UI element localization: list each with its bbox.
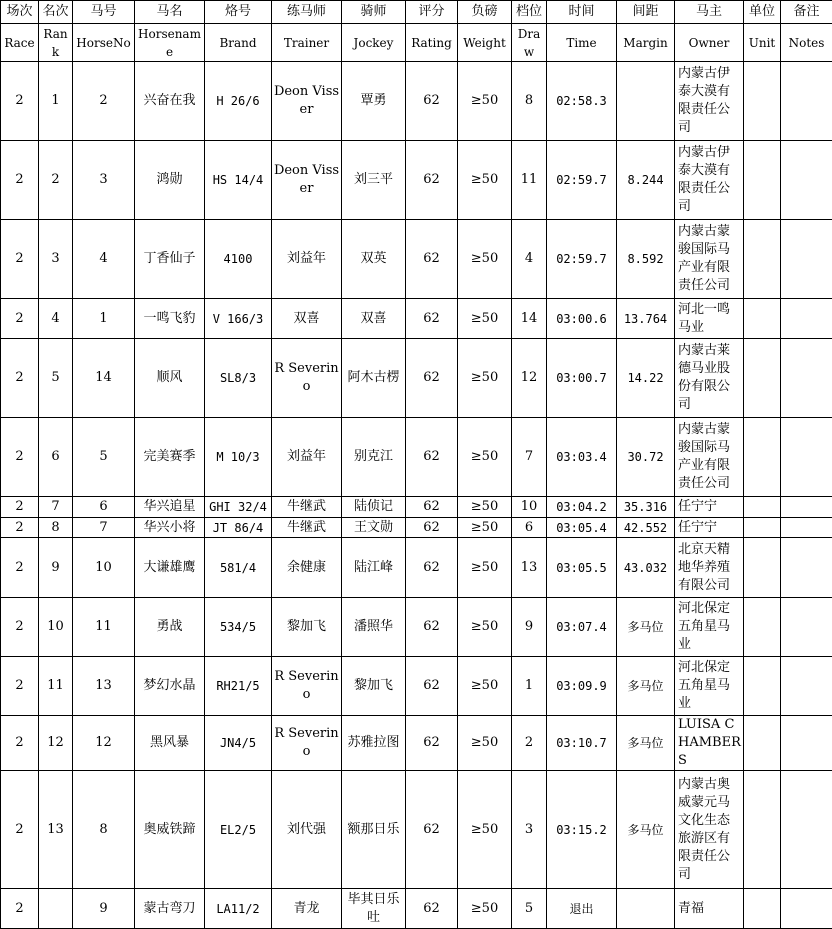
trainer-cell: R Severino — [272, 657, 342, 716]
header-en-cell: Trainer — [272, 24, 342, 62]
owner-cell: 北京天精地华养殖有限公司 — [675, 538, 744, 598]
draw-cell: 3 — [512, 771, 547, 889]
brand-cell: GHI 32/4 — [205, 497, 272, 518]
jockey-cell: 阿木古楞 — [342, 339, 406, 418]
time-cell: 03:15.2 — [547, 771, 617, 889]
rank-cell: 13 — [39, 771, 73, 889]
time-cell: 03:07.4 — [547, 598, 617, 657]
unit-cell — [744, 418, 781, 497]
header-en-cell: Rating — [406, 24, 458, 62]
horse-no-cell: 10 — [73, 538, 135, 598]
horse-name-cell: 兴奋在我 — [135, 62, 205, 141]
margin-cell: 35.316 — [617, 497, 675, 518]
brand-cell: M 10/3 — [205, 418, 272, 497]
notes-cell — [781, 538, 832, 598]
header-cn-cell: 名次 — [39, 1, 73, 24]
weight-cell: ≥50 — [458, 889, 512, 929]
trainer-cell: 刘益年 — [272, 418, 342, 497]
margin-cell: 30.72 — [617, 418, 675, 497]
header-en-cell: Rank — [39, 24, 73, 62]
notes-cell — [781, 220, 832, 299]
brand-cell: HS 14/4 — [205, 141, 272, 220]
rank-cell: 5 — [39, 339, 73, 418]
notes-cell — [781, 141, 832, 220]
header-en-cell: Time — [547, 24, 617, 62]
race-cell: 2 — [1, 889, 39, 929]
header-cn-cell: 档位 — [512, 1, 547, 24]
jockey-cell: 黎加飞 — [342, 657, 406, 716]
table-row — [1, 220, 832, 299]
brand-cell: 4100 — [205, 220, 272, 299]
owner-cell: LUISA CHAMBERS — [675, 716, 744, 771]
notes-cell — [781, 62, 832, 141]
horse-name-cell: 勇战 — [135, 598, 205, 657]
table-row — [1, 598, 832, 657]
rating-cell: 62 — [406, 657, 458, 716]
weight-cell: ≥50 — [458, 141, 512, 220]
time-cell: 03:04.2 — [547, 497, 617, 518]
horse-name-cell: 华兴小将 — [135, 518, 205, 538]
draw-cell: 1 — [512, 657, 547, 716]
header-en-cell: Draw — [512, 24, 547, 62]
jockey-cell: 王文勋 — [342, 518, 406, 538]
horse-name-cell: 大谦雄鹰 — [135, 538, 205, 598]
brand-cell: 581/4 — [205, 538, 272, 598]
brand-cell: JN4/5 — [205, 716, 272, 771]
weight-cell: ≥50 — [458, 62, 512, 141]
time-cell: 02:58.3 — [547, 62, 617, 141]
brand-cell: H 26/6 — [205, 62, 272, 141]
brand-cell: 534/5 — [205, 598, 272, 657]
table-row — [1, 657, 832, 716]
unit-cell — [744, 716, 781, 771]
weight-cell: ≥50 — [458, 538, 512, 598]
header-en-cell: HorseNo — [73, 24, 135, 62]
horse-name-cell: 蒙古弯刀 — [135, 889, 205, 929]
notes-cell — [781, 418, 832, 497]
draw-cell: 9 — [512, 598, 547, 657]
owner-cell: 内蒙古莱德马业股份有限公司 — [675, 339, 744, 418]
header-en-cell: Owner — [675, 24, 744, 62]
table-row — [1, 889, 832, 929]
unit-cell — [744, 62, 781, 141]
trainer-cell: Deon Visser — [272, 62, 342, 141]
brand-cell: RH21/5 — [205, 657, 272, 716]
owner-cell: 河北保定五角星马业 — [675, 598, 744, 657]
horse-name-cell: 一鸣飞豹 — [135, 299, 205, 339]
race-cell: 2 — [1, 299, 39, 339]
rating-cell: 62 — [406, 339, 458, 418]
table-row — [1, 771, 832, 889]
margin-cell: 42.552 — [617, 518, 675, 538]
trainer-cell: R Severino — [272, 339, 342, 418]
trainer-cell: 黎加飞 — [272, 598, 342, 657]
header-en-cell: Race — [1, 24, 39, 62]
header-en-cell: Jockey — [342, 24, 406, 62]
header-cn-cell: 马主 — [675, 1, 744, 24]
horse-no-cell: 13 — [73, 657, 135, 716]
unit-cell — [744, 518, 781, 538]
rank-cell: 8 — [39, 518, 73, 538]
horse-no-cell: 12 — [73, 716, 135, 771]
horse-no-cell: 6 — [73, 497, 135, 518]
trainer-cell: Deon Visser — [272, 141, 342, 220]
trainer-cell: 青龙 — [272, 889, 342, 929]
owner-cell: 河北保定五角星马业 — [675, 657, 744, 716]
table-row — [1, 62, 832, 141]
horse-no-cell: 3 — [73, 141, 135, 220]
margin-cell: 13.764 — [617, 299, 675, 339]
jockey-cell: 潘照华 — [342, 598, 406, 657]
table-row — [1, 299, 832, 339]
rank-cell: 4 — [39, 299, 73, 339]
weight-cell: ≥50 — [458, 220, 512, 299]
notes-cell — [781, 299, 832, 339]
unit-cell — [744, 497, 781, 518]
race-cell: 2 — [1, 716, 39, 771]
owner-cell: 任宁宁 — [675, 518, 744, 538]
draw-cell: 5 — [512, 889, 547, 929]
rating-cell: 62 — [406, 716, 458, 771]
horse-no-cell: 4 — [73, 220, 135, 299]
unit-cell — [744, 339, 781, 418]
unit-cell — [744, 220, 781, 299]
header-en-cell: Margin — [617, 24, 675, 62]
time-cell: 03:00.6 — [547, 299, 617, 339]
race-cell: 2 — [1, 418, 39, 497]
time-cell: 退出 — [547, 889, 617, 929]
horse-no-cell: 1 — [73, 299, 135, 339]
jockey-cell: 额那日乐 — [342, 771, 406, 889]
horse-name-cell: 鸿勋 — [135, 141, 205, 220]
race-cell: 2 — [1, 220, 39, 299]
table-row — [1, 418, 832, 497]
trainer-cell: 牛继武 — [272, 518, 342, 538]
rank-cell — [39, 889, 73, 929]
margin-cell: 多马位 — [617, 716, 675, 771]
race-cell: 2 — [1, 657, 39, 716]
jockey-cell: 刘三平 — [342, 141, 406, 220]
notes-cell — [781, 518, 832, 538]
draw-cell: 6 — [512, 518, 547, 538]
trainer-cell: R Severino — [272, 716, 342, 771]
header-cn-cell: 评分 — [406, 1, 458, 24]
race-cell: 2 — [1, 497, 39, 518]
weight-cell: ≥50 — [458, 657, 512, 716]
jockey-cell: 陆江峰 — [342, 538, 406, 598]
horse-name-cell: 奥威铁蹄 — [135, 771, 205, 889]
rank-cell: 11 — [39, 657, 73, 716]
race-cell: 2 — [1, 62, 39, 141]
horse-name-cell: 顺风 — [135, 339, 205, 418]
time-cell: 02:59.7 — [547, 141, 617, 220]
jockey-cell: 双英 — [342, 220, 406, 299]
unit-cell — [744, 657, 781, 716]
margin-cell: 多马位 — [617, 657, 675, 716]
time-cell: 03:00.7 — [547, 339, 617, 418]
draw-cell: 14 — [512, 299, 547, 339]
horse-no-cell: 8 — [73, 771, 135, 889]
rating-cell: 62 — [406, 497, 458, 518]
header-cn-cell: 马名 — [135, 1, 205, 24]
rank-cell: 6 — [39, 418, 73, 497]
draw-cell: 13 — [512, 538, 547, 598]
header-en-cell: Notes — [781, 24, 832, 62]
trainer-cell: 刘代强 — [272, 771, 342, 889]
notes-cell — [781, 716, 832, 771]
owner-cell: 任宁宁 — [675, 497, 744, 518]
margin-cell — [617, 62, 675, 141]
margin-cell — [617, 889, 675, 929]
race-cell: 2 — [1, 339, 39, 418]
header-row-chinese — [1, 1, 832, 24]
rating-cell: 62 — [406, 518, 458, 538]
rank-cell: 7 — [39, 497, 73, 518]
header-en-cell: Brand — [205, 24, 272, 62]
notes-cell — [781, 889, 832, 929]
horse-no-cell: 2 — [73, 62, 135, 141]
owner-cell: 内蒙古伊泰大漠有限责任公司 — [675, 62, 744, 141]
weight-cell: ≥50 — [458, 598, 512, 657]
rating-cell: 62 — [406, 771, 458, 889]
rank-cell: 1 — [39, 62, 73, 141]
draw-cell: 2 — [512, 716, 547, 771]
notes-cell — [781, 771, 832, 889]
rank-cell: 3 — [39, 220, 73, 299]
notes-cell — [781, 598, 832, 657]
trainer-cell: 余健康 — [272, 538, 342, 598]
time-cell: 03:05.5 — [547, 538, 617, 598]
weight-cell: ≥50 — [458, 771, 512, 889]
time-cell: 03:10.7 — [547, 716, 617, 771]
weight-cell: ≥50 — [458, 299, 512, 339]
jockey-cell: 双喜 — [342, 299, 406, 339]
draw-cell: 12 — [512, 339, 547, 418]
table-row — [1, 518, 832, 538]
trainer-cell: 双喜 — [272, 299, 342, 339]
jockey-cell: 别克江 — [342, 418, 406, 497]
weight-cell: ≥50 — [458, 518, 512, 538]
header-cn-cell: 练马师 — [272, 1, 342, 24]
header-row-english — [1, 24, 832, 62]
rank-cell: 9 — [39, 538, 73, 598]
brand-cell: JT 86/4 — [205, 518, 272, 538]
rating-cell: 62 — [406, 538, 458, 598]
horse-no-cell: 14 — [73, 339, 135, 418]
rank-cell: 10 — [39, 598, 73, 657]
header-cn-cell: 场次 — [1, 1, 39, 24]
rating-cell: 62 — [406, 299, 458, 339]
rating-cell: 62 — [406, 418, 458, 497]
header-cn-cell: 备注 — [781, 1, 832, 24]
unit-cell — [744, 141, 781, 220]
time-cell: 03:05.4 — [547, 518, 617, 538]
owner-cell: 内蒙古奥威蒙元马文化生态旅游区有限责任公司 — [675, 771, 744, 889]
draw-cell: 4 — [512, 220, 547, 299]
table-row — [1, 339, 832, 418]
trainer-cell: 刘益年 — [272, 220, 342, 299]
table-row — [1, 141, 832, 220]
time-cell: 03:09.9 — [547, 657, 617, 716]
owner-cell: 内蒙古蒙骏国际马产业有限责任公司 — [675, 220, 744, 299]
unit-cell — [744, 889, 781, 929]
rating-cell: 62 — [406, 141, 458, 220]
jockey-cell: 毕其日乐吐 — [342, 889, 406, 929]
notes-cell — [781, 339, 832, 418]
rating-cell: 62 — [406, 889, 458, 929]
jockey-cell: 覃勇 — [342, 62, 406, 141]
header-en-cell: Horsename — [135, 24, 205, 62]
horse-name-cell: 丁香仙子 — [135, 220, 205, 299]
race-cell: 2 — [1, 771, 39, 889]
race-cell: 2 — [1, 538, 39, 598]
horse-name-cell: 黑风暴 — [135, 716, 205, 771]
weight-cell: ≥50 — [458, 716, 512, 771]
table-row — [1, 497, 832, 518]
rank-cell: 12 — [39, 716, 73, 771]
table-row — [1, 538, 832, 598]
draw-cell: 10 — [512, 497, 547, 518]
owner-cell: 内蒙古蒙骏国际马产业有限责任公司 — [675, 418, 744, 497]
owner-cell: 内蒙古伊泰大漠有限责任公司 — [675, 141, 744, 220]
weight-cell: ≥50 — [458, 497, 512, 518]
horse-no-cell: 5 — [73, 418, 135, 497]
margin-cell: 14.22 — [617, 339, 675, 418]
horse-no-cell: 11 — [73, 598, 135, 657]
header-cn-cell: 骑师 — [342, 1, 406, 24]
unit-cell — [744, 598, 781, 657]
horse-name-cell: 完美赛季 — [135, 418, 205, 497]
horse-name-cell: 华兴追星 — [135, 497, 205, 518]
time-cell: 02:59.7 — [547, 220, 617, 299]
margin-cell: 43.032 — [617, 538, 675, 598]
owner-cell: 青福 — [675, 889, 744, 929]
draw-cell: 8 — [512, 62, 547, 141]
brand-cell: LA11/2 — [205, 889, 272, 929]
time-cell: 03:03.4 — [547, 418, 617, 497]
horse-no-cell: 7 — [73, 518, 135, 538]
race-cell: 2 — [1, 518, 39, 538]
rank-cell: 2 — [39, 141, 73, 220]
unit-cell — [744, 771, 781, 889]
header-cn-cell: 间距 — [617, 1, 675, 24]
unit-cell — [744, 299, 781, 339]
table-row — [1, 716, 832, 771]
weight-cell: ≥50 — [458, 339, 512, 418]
draw-cell: 11 — [512, 141, 547, 220]
brand-cell: SL8/3 — [205, 339, 272, 418]
margin-cell: 多马位 — [617, 771, 675, 889]
brand-cell: V 166/3 — [205, 299, 272, 339]
header-cn-cell: 时间 — [547, 1, 617, 24]
horse-no-cell: 9 — [73, 889, 135, 929]
notes-cell — [781, 657, 832, 716]
margin-cell: 8.244 — [617, 141, 675, 220]
trainer-cell: 牛继武 — [272, 497, 342, 518]
rating-cell: 62 — [406, 220, 458, 299]
rating-cell: 62 — [406, 598, 458, 657]
rating-cell: 62 — [406, 62, 458, 141]
owner-cell: 河北一鸣马业 — [675, 299, 744, 339]
header-cn-cell: 单位 — [744, 1, 781, 24]
header-cn-cell: 马号 — [73, 1, 135, 24]
margin-cell: 8.592 — [617, 220, 675, 299]
draw-cell: 7 — [512, 418, 547, 497]
weight-cell: ≥50 — [458, 418, 512, 497]
race-cell: 2 — [1, 141, 39, 220]
race-cell: 2 — [1, 598, 39, 657]
notes-cell — [781, 497, 832, 518]
jockey-cell: 苏雅拉图 — [342, 716, 406, 771]
header-en-cell: Weight — [458, 24, 512, 62]
jockey-cell: 陆侦记 — [342, 497, 406, 518]
margin-cell: 多马位 — [617, 598, 675, 657]
header-cn-cell: 烙号 — [205, 1, 272, 24]
brand-cell: EL2/5 — [205, 771, 272, 889]
header-en-cell: Unit — [744, 24, 781, 62]
unit-cell — [744, 538, 781, 598]
header-cn-cell: 负磅 — [458, 1, 512, 24]
horse-name-cell: 梦幻水晶 — [135, 657, 205, 716]
